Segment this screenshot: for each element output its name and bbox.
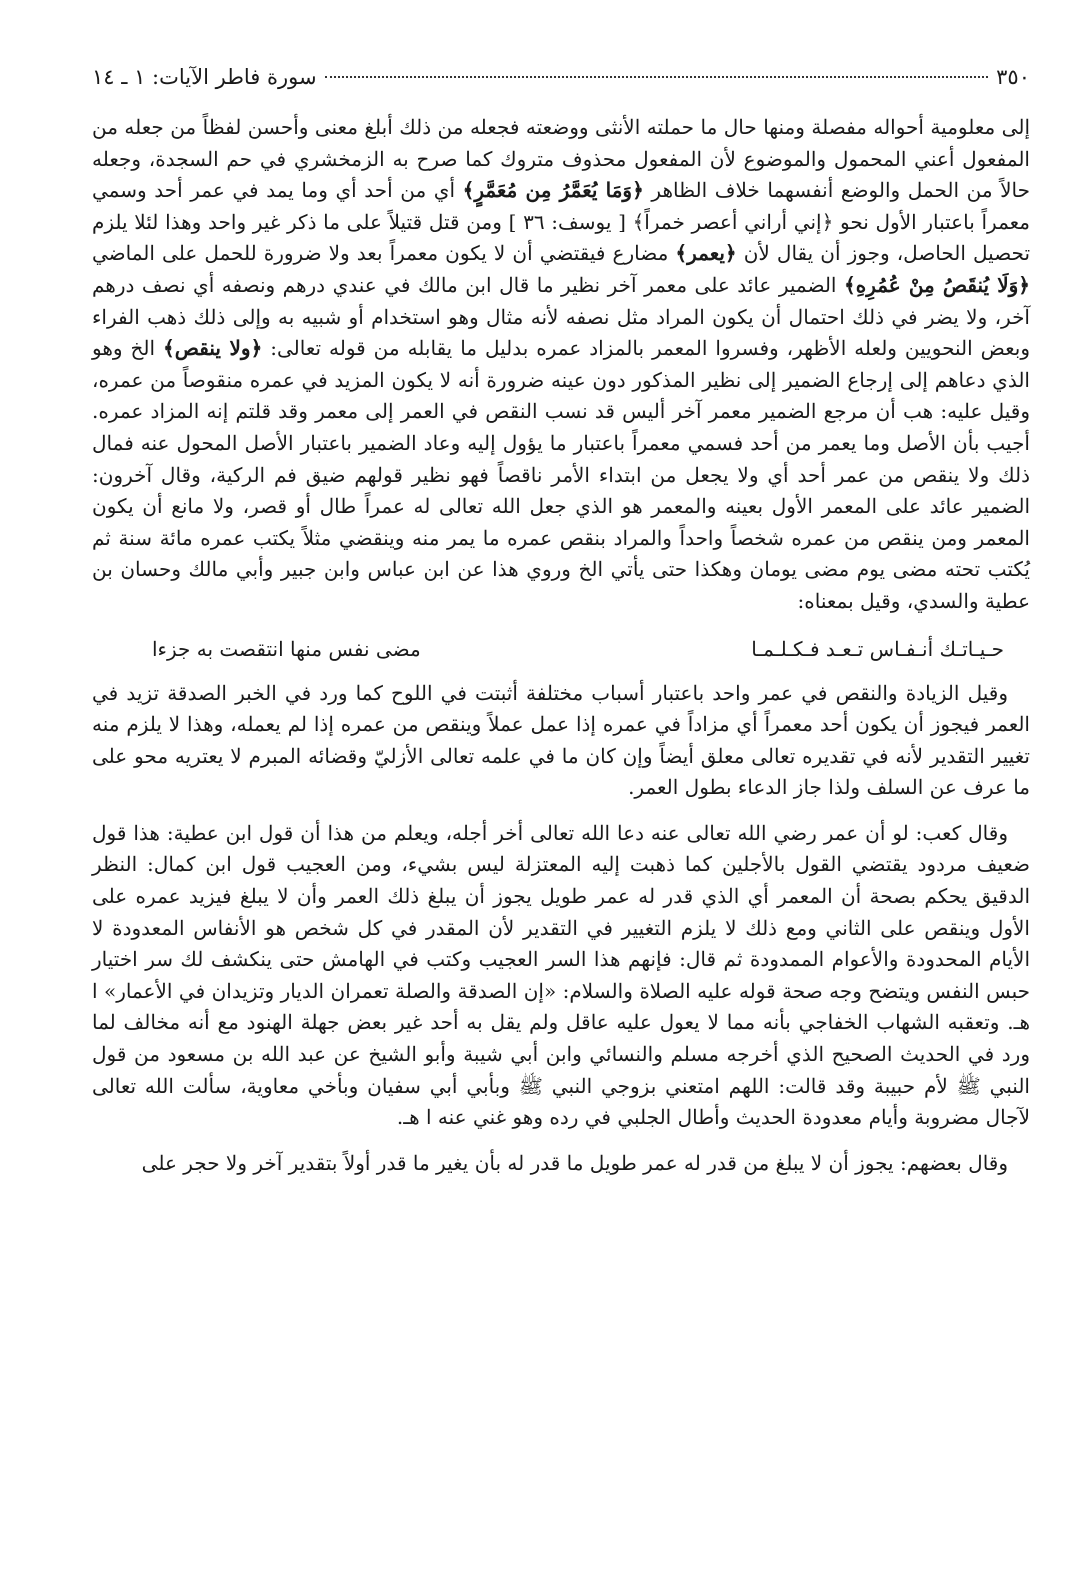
running-header (92, 62, 1030, 96)
body-text: مضارع فيقتضي أن لا يكون معمراً بعد ولا ضرورة للحمل على الماضي (92, 241, 669, 266)
quran-quote: ﴿يعمر﴾ (675, 241, 737, 266)
page-number: ٣٥٠ (996, 65, 1030, 89)
poetry-verse (152, 632, 1004, 666)
quran-quote: ﴿وَلَا يُنقَصُ مِنْ عُمُرِهِ﴾ (844, 272, 1030, 297)
paragraph (92, 112, 1030, 618)
paragraph: وقال بعضهم: يجوز أن لا يبلغ من قدر له عمر طويل ما قدر له بأن يغير ما قدر أولاً بتقدير آخر ولا حجر على (141, 1150, 1008, 1175)
book-page (92, 62, 1030, 1179)
body-text: الخ وهو الذي دعاهم إلى إرجاع الضمير إلى نظير المذكور دون عينه ضرورة أنه لا يكون المزيد في عمره منقوصاً من عمره، وقيل عليه: هب أن مرجع الضمير معمر آخر أليس قد نسب النقص في العمر إلى معمر وقد قلتم إنه المزاد عمره. أجيب بأن الأصل وما يعمر من أحد فسمي معمراً باعتبار ما يؤول إليه وعاد الضمير باعتبار الأصل المحول عنه فمال ذلك ولا ينقص من عمر أحد أي ولا يجعل من ابتداء الأمر ناقصاً فهو نظير قولهم ضيق فم الركية، وقال آخرون: الضمير عائد على المعمر الأول بعينه والمعمر هو الذي جعل الله تعالى له عمراً طال أو قصر، ولا مانع أن يكون المعمر ومن ينقص من عمره شخصاً واحداً والمراد بنقص عمره ما يمر منه وينقضي مثلاً يكتب عمره مائة سنة ثم يُكتب تحته مضى يوم مضى يومان وهكذا حتى يأتي الخ وروي هذا عن ابن عباس وابن جبير وأبي مالك وحسان بن عطية والسدي، وقيل بمعناه: (92, 336, 1031, 613)
quran-quote: ﴿ولا ينقص﴾ (163, 336, 263, 361)
quran-quote: ﴿وَمَا يُعَمَّرُ مِن مُعَمَّرٍ﴾ (462, 178, 644, 203)
dotted-leader (325, 76, 989, 78)
body-text: إلى معلومية أحواله مفصلة ومنها حال ما حملته الأنثى ووضعته فجعله من ذلك أبلغ معنى وأحسن لفظاً من جعله من المفعول أعني المحمول والموضوع لأن المفعول محذوف متروك كما صرح به الزمخشري في حم السجدة، وجعله حالاً من الحمل والوضع أنفسهما خلاف الظاهر (92, 115, 1031, 203)
paragraph: وقيل الزيادة والنقص في عمر واحد باعتبار أسباب مختلفة أثبتت في اللوح كما ورد في الخبر الصدقة تزيد في العمر فيجوز أن يكون أحد معمراً أي مزاداً في عمره إذا عمل عملاً وينقص من عمره إذا لم يعمله، وهذا لا يلزم منه تغيير التقدير لأنه في تقديره تعالى معلق أيضاً وإن كان ما في علمه تعالى الأزليّ وقضائه المبرم لا يعتريه محو على ما عرف عن السلف ولذا جاز الدعاء بطول العمر. (92, 680, 1030, 800)
chapter-title: سورة فاطر الآيات: ١ ـ ١٤ (92, 65, 317, 89)
body-text: الضمير عائد على معمر آخر نظير ما قال ابن مالك في عندي درهم ونصفه أي نصف درهم آخر، ولا يضر في ذلك احتمال أن يكون المراد مثل نصفه لأنه مثال وهو استخدام أو شبيه به وإلى ذلك ذهب الفراء وبعض النحويين ولعله الأظهر، وفسروا المعمر بالمزاد عمره بدليل ما يقابله من قوله تعالى: (92, 272, 1030, 361)
paragraph: وقال كعب: لو أن عمر رضي الله تعالى عنه دعا الله تعالى أخر أجله، ويعلم من هذا أن قول ابن عطية: هذا قول ضعيف مردود يقتضي القول بالأجلين كما ذهبت إليه المعتزلة ليس بشيء، ومن العجيب قول ابن كمال: النظر الدقيق يحكم بصحة أن المعمر أي الذي قدر له عمر طويل يجوز أن يبلغ ذلك العمر وأن لا يبلغ فيزيد عمره على الأول وينقص على الثاني ومع ذلك لا يلزم التغيير في التقدير لأن المقدر في كل شخص هو الأنفاس المعدودة لا الأيام المحدودة والأعوام الممدودة ثم قال: فإنهم هذا السر العجيب وكتب في الهامش حتى ينكشف لك سر اختيار حبس النفس ويتضح وجه صحة قوله عليه الصلاة والسلام: «إن الصدقة والصلة تعمران الديار وتزيدان في الأعمار» ا هـ. وتعقبه الشهاب الخفاجي بأنه مما لا يعول عليه عاقل ولم يقل به أحد غير بعض جهلة الهنود مع أنه مخالف لما ورد في الحديث الصحيح الذي أخرجه مسلم والنسائي وابن أبي شيبة وأبو الشيخ عن عبد الله بن مسعود من قول النبي ﷺ لأم حبيبة وقد قالت: اللهم امتعني بزوجي النبي ﷺ وبأبي أبي سفيان وبأخي معاوية، سألت الله تعالى لآجال مضروبة وأيام معدودة الحديث وأطال الجلبي في رده وهو غني عنه ا هـ. (92, 820, 1031, 1130)
verse-second-hemistich: مضى نفس منها انتقصت به جزءا (152, 636, 421, 661)
body-text: أي من أحد أي وما يمد في عمر أحد وسمي معمراً باعتبار الأول نحو ﴿إني أراني أعصر خمراً﴾ [ يوسف: ٣٦ ] ومن قتل قتيلاً على ما ذكر غير واحد وهذا لئلا يلزم تحصيل الحاصل، وجوز أن يقال لأن (92, 178, 1031, 266)
verse-first-hemistich: حـيـاتـك أنـفـاس تـعـد فـكـلـمـا (751, 636, 1004, 661)
